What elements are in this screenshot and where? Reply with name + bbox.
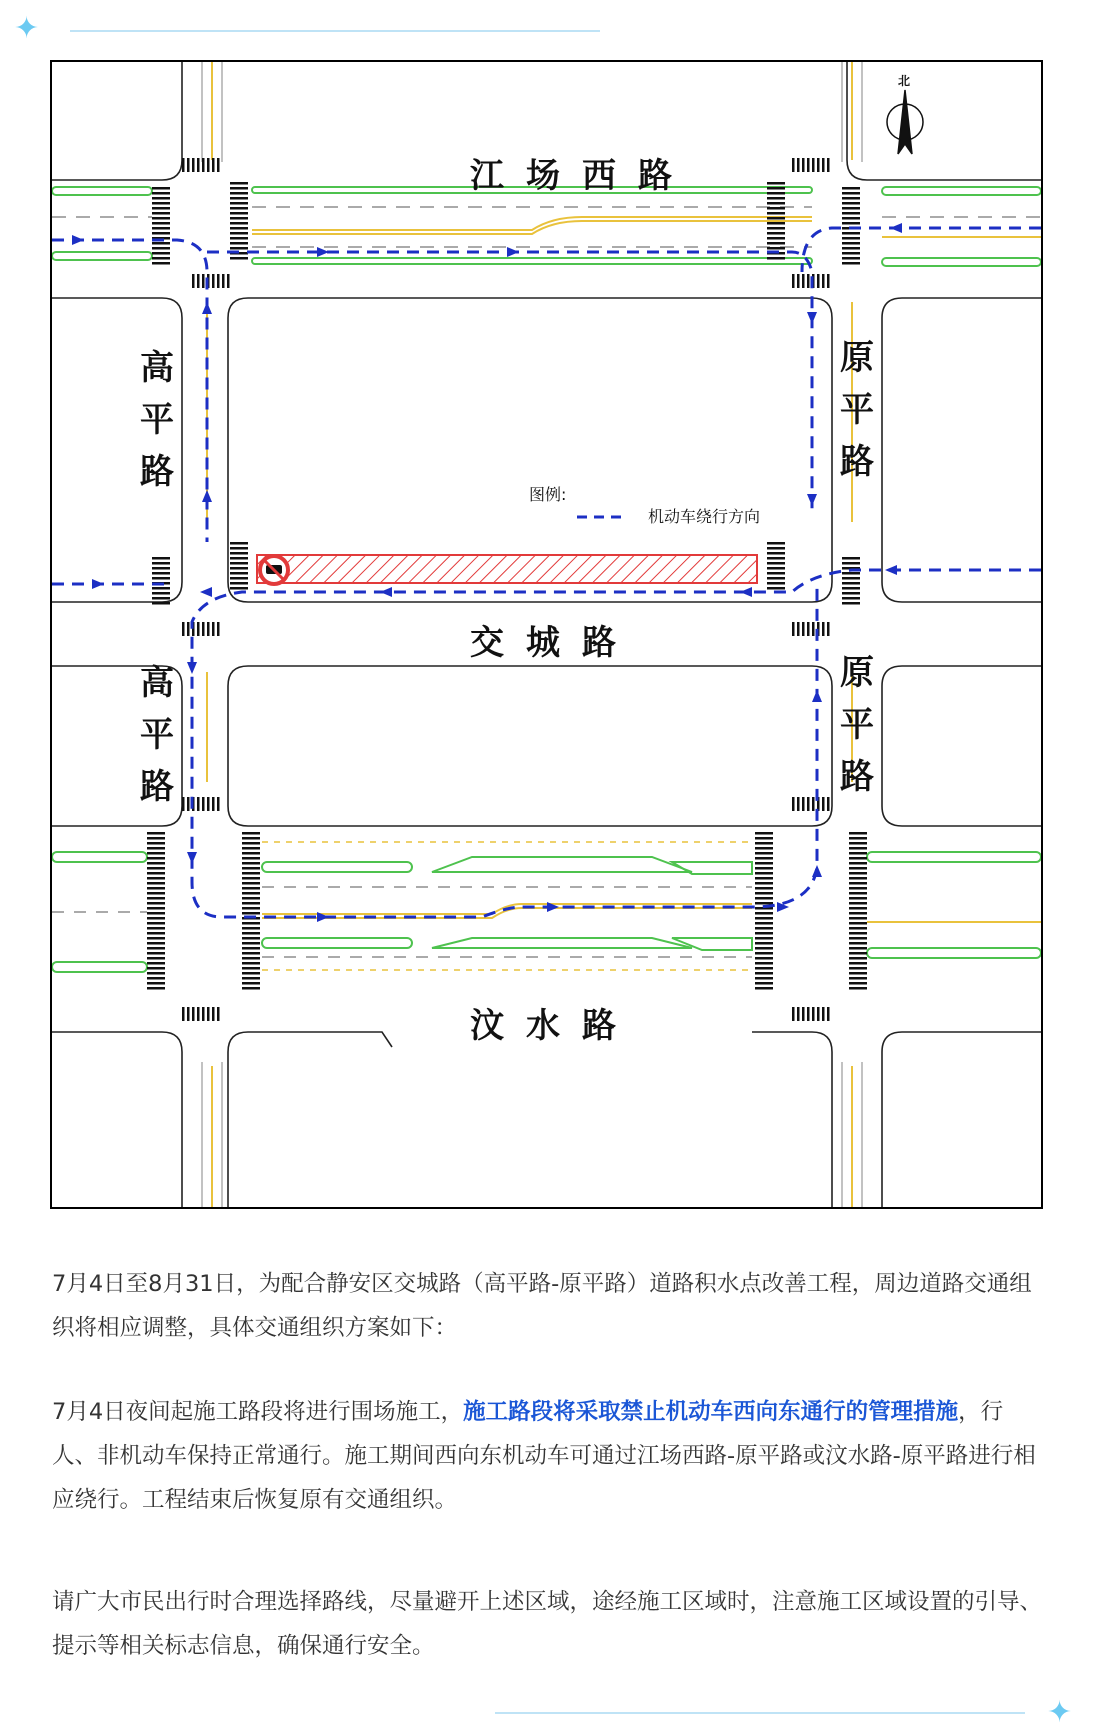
top-divider	[70, 30, 600, 32]
road-label-center: 交城路	[470, 623, 638, 663]
road-label-west-lower: 高平路	[140, 663, 174, 807]
paragraph-intro	[52, 1262, 1042, 1350]
compass-north-label: 北	[898, 74, 911, 88]
paragraph-measures-text-a: 7月4日夜间起施工路段将进行围场施工，	[52, 1399, 464, 1425]
construction-zone	[257, 555, 757, 583]
paragraph-measures-text-b: ，行人、非机动车保持正常通行。施工期间西向东机动车可通过江场西路-原平路或汶水路-原平路进行相应绕行。工程结束后恢复原有交通组织。	[52, 1399, 1036, 1513]
paragraph-intro-text: 7月4日至8月31日，为配合静安区交城路（高平路-原平路）道路积水点改善工程，周边道路交通组织将相应调整，具体交通组织方案如下：	[52, 1271, 1032, 1341]
sparkle-icon: ✦	[14, 11, 40, 46]
sparkle-icon: ✦	[1047, 1695, 1073, 1730]
legend-detour-label: 机动车绕行方向	[648, 507, 761, 526]
road-label-west-upper: 高平路	[140, 348, 174, 492]
road-label-east-upper: 原平路	[840, 338, 874, 482]
paragraph-advice-text: 请广大市民出行时合理选择路线，尽量避开上述区域，途经施工区域时，注意施工区域设置的引导、提示等相关标志信息，确保通行安全。	[52, 1589, 1043, 1659]
road-label-east-lower: 原平路	[840, 653, 874, 797]
bottom-divider	[495, 1712, 1025, 1714]
north-arrow	[887, 90, 923, 154]
road-label-north: 江场西路	[470, 156, 694, 196]
traffic-map	[50, 60, 1043, 1209]
no-motor-vehicle-icon	[260, 556, 288, 584]
road-label-south: 汶水路	[470, 1006, 638, 1046]
paragraph-measures	[52, 1390, 1042, 1522]
legend-title: 图例:	[529, 485, 567, 504]
paragraph-advice	[52, 1580, 1042, 1668]
paragraph-measures-highlight: 施工路段将采取禁止机动车西向东通行的管理措施	[463, 1399, 959, 1425]
